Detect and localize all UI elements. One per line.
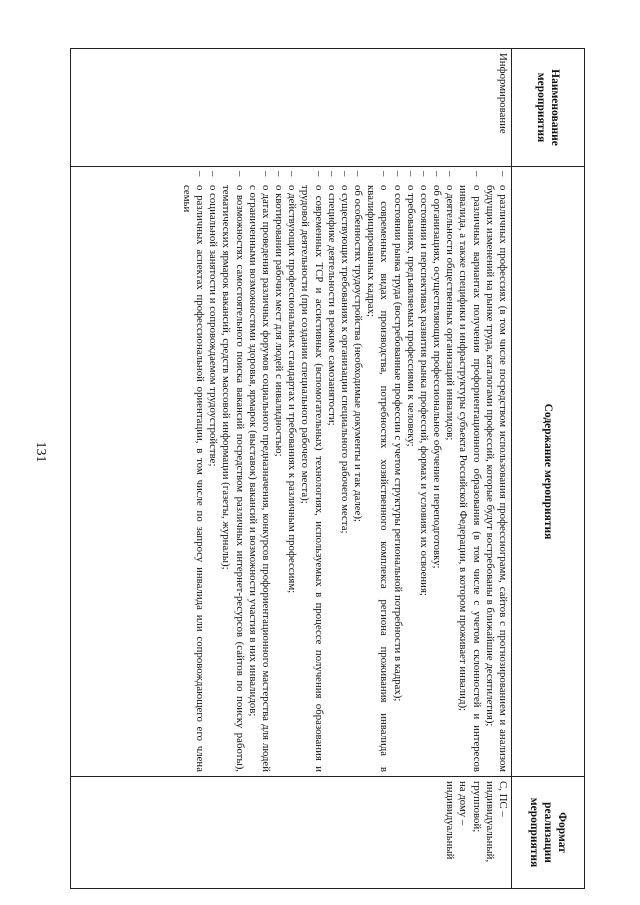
list-item: – о квотировании рабочих мест для людей с инвалидностью; xyxy=(272,171,285,772)
list-item: – о датах проведения различных форумов социального предназначения, конкурсов профориентационного мастерства для людей с ограниченными возможностями здоровья, ярмарок (выставок) вакансий и возможности участия в них инвалидов; xyxy=(246,171,272,772)
list-item: – об особенностях трудоустройства (необходимые документы и так далее); xyxy=(351,171,364,772)
measure-name-cell: Информирование xyxy=(71,49,512,167)
measure-content-cell xyxy=(71,167,512,777)
list-item: – о деятельности общественных организаций инвалидов; xyxy=(443,171,456,772)
format-line: С, ПС – xyxy=(497,781,509,817)
measures-table xyxy=(70,48,585,889)
format-line: групповой; xyxy=(470,781,483,833)
table-header-row xyxy=(512,49,585,889)
format-line: индивидуальный xyxy=(444,781,457,860)
list-item: – о действующих профессиональных стандартах и требованиях к различным профессиям; xyxy=(285,171,298,772)
list-item: – об организациях, осуществляющих профессиональное обучение и переподготовку; xyxy=(430,171,443,772)
list-item: – о различных профессиях (в том числе посредством использования профессиограмм, сайтов с прогнозированием и анализом будущих изменений на рынке труда, каталогами профессий, которые будут востребованы в ближайшие десятилетия); xyxy=(483,171,509,772)
rotated-page-content xyxy=(70,48,585,888)
list-item: – о специфике деятельности в режиме самозанятости; xyxy=(325,171,338,772)
list-item: – о состоянии и перспективах развития рынка профессий, формах и условиях их освоения; xyxy=(417,171,430,772)
list-item: – о современных ТСР и ассистивных (вспомогательных) технологиях, используемых в процессе получения образования и трудовой деятельности (при создании специального рабочего места); xyxy=(298,171,324,772)
header-content: Содержание мероприятия xyxy=(512,167,585,777)
header-name: Наименование мероприятия xyxy=(512,49,585,167)
list-item: – о существующих требованиях к организации специального рабочего места; xyxy=(338,171,351,772)
header-format: Формат реализации мероприятия xyxy=(512,777,585,889)
list-item: – о требованиях, предъявляемых профессиями к человеку; xyxy=(404,171,417,772)
list-item: – о различных вариантах получения профориентационного образования (в том числе с учетом склонностей и интересов инвалида, а также специфики и инфраструктуры субъекта Российской Федерации, в котором проживает инвалид); xyxy=(456,171,482,772)
list-item: – о возможностях самостоятельного поиска вакансий посредством различных интернет-ресурсов (сайтов по поиску работы), тематических ярмарок вакансий, средств массовой информации (газеты, журналы); xyxy=(219,171,245,772)
list-item: – о состоянии рынка труда (востребованные профессии с учетом структуры региональной потребности в кадрах); xyxy=(390,171,403,772)
list-item: – о современных видах производства, потребностях хозяйственного комплекса региона проживания инвалида в квалифицированных кадрах; xyxy=(364,171,390,772)
page-number: 131 xyxy=(33,441,48,463)
measure-format-cell xyxy=(71,777,512,889)
list-item: – о социальной занятости и сопровождаемом трудоустройстве; xyxy=(206,171,219,772)
format-line: индивидуальный, xyxy=(483,781,496,863)
format-line: на дому – xyxy=(457,781,470,826)
table-row xyxy=(71,49,512,889)
content-list xyxy=(180,171,509,772)
list-item: – о различных аспектах профессиональной ориентации, в том числе по запросу инвалида или сопровождающего его члена семьи xyxy=(180,171,206,772)
